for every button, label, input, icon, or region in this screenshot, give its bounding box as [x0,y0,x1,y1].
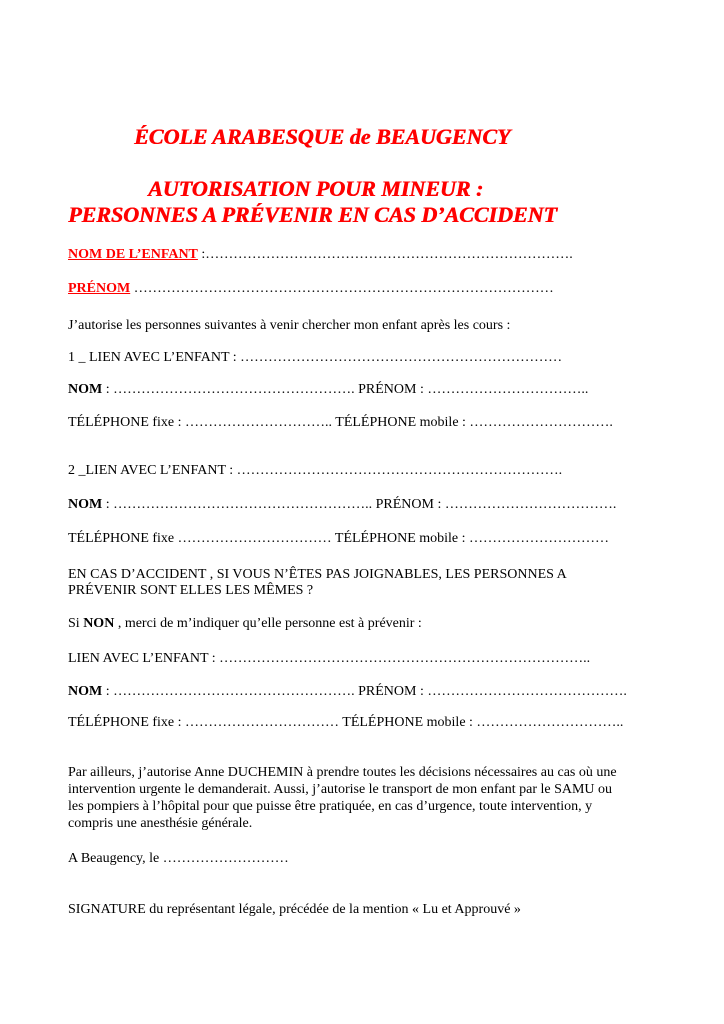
paragraph-line-3: les pompiers à l’hôpital pour que puisse être pratiquée, en cas d’urgence, toute intervention, y [68,799,593,814]
person2-name-field[interactable] [68,496,616,513]
school-title: ÉCOLE ARABESQUE de BEAUGENCY [134,124,511,149]
if-no-prefix: Si [68,616,84,631]
child-name-field[interactable] [68,246,573,263]
if-no-rest: , merci de m’indiquer qu’elle personne est à prévenir : [114,616,422,631]
person2-name-label: NOM [68,497,103,512]
person1-link-field[interactable]: 1 _ LIEN AVEC L’ENFANT : …………………………………………………………… [68,350,563,365]
child-name-blank: :……………………………………………………………………. [197,247,573,262]
signature-line: SIGNATURE du représentant légale, précédée de la mention « Lu et Approuvé » [68,902,521,917]
question-line-2: PRÉVENIR SONT ELLES LES MÊMES ? [68,583,314,598]
person1-name-label: NOM [68,382,103,397]
child-name-label: NOM DE L’ENFANT [68,247,198,262]
person1-name-blank: : ……………………………………………. PRÉNOM : …………………………….. [102,382,589,397]
form-subtitle-line-2: PERSONNES A PRÉVENIR EN CAS D’ACCIDENT [68,202,557,227]
if-no-bold: NON [83,616,115,631]
person1-name-field[interactable] [68,381,588,398]
place-date-field[interactable]: A Beaugency, le ……………………… [68,851,289,866]
person2-name-blank: : ……………………………………………….. PRÉNOM : ………………………………. [102,497,617,512]
person2-phone-field[interactable]: TÉLÉPHONE fixe …………………………… TÉLÉPHONE mobile : ………………………… [68,531,610,546]
intro-text: J’autorise les personnes suivantes à venir chercher mon enfant après les cours : [68,318,511,333]
paragraph-line-4: compris une anesthésie générale. [68,816,253,831]
child-firstname-blank: ……………………………………………………………………………… [130,281,554,296]
person1-phone-field[interactable]: TÉLÉPHONE fixe : ………………………….. TÉLÉPHONE mobile : …………………………. [68,415,613,430]
if-no-text [68,615,422,632]
paragraph-line-2: intervention urgente le demanderait. Aussi, j’autorise le transport de mon enfant par le SAMU ou [68,782,613,797]
person3-link-field[interactable]: LIEN AVEC L’ENFANT : …………………………………………………………………….. [68,651,591,666]
form-subtitle-line-1: AUTORISATION POUR MINEUR : [148,176,484,201]
person3-name-blank: : ……………………………………………. PRÉNOM : ……………………………………. [102,684,627,699]
child-firstname-label: PRÉNOM [68,281,131,296]
person3-phone-field[interactable]: TÉLÉPHONE fixe : …………………………… TÉLÉPHONE mobile : ………………………….. [68,715,624,730]
child-firstname-field[interactable] [68,280,554,297]
person2-link-field[interactable]: 2 _LIEN AVEC L’ENFANT : ……………………………………………………………. [68,463,563,478]
question-line-1: EN CAS D’ACCIDENT , SI VOUS N’ÊTES PAS JOIGNABLES, LES PERSONNES A [68,567,567,582]
paragraph-line-1: Par ailleurs, j’autorise Anne DUCHEMIN à prendre toutes les décisions nécessaires au cas où une [68,765,617,780]
person3-name-field[interactable] [68,683,627,700]
person3-name-label: NOM [68,684,103,699]
